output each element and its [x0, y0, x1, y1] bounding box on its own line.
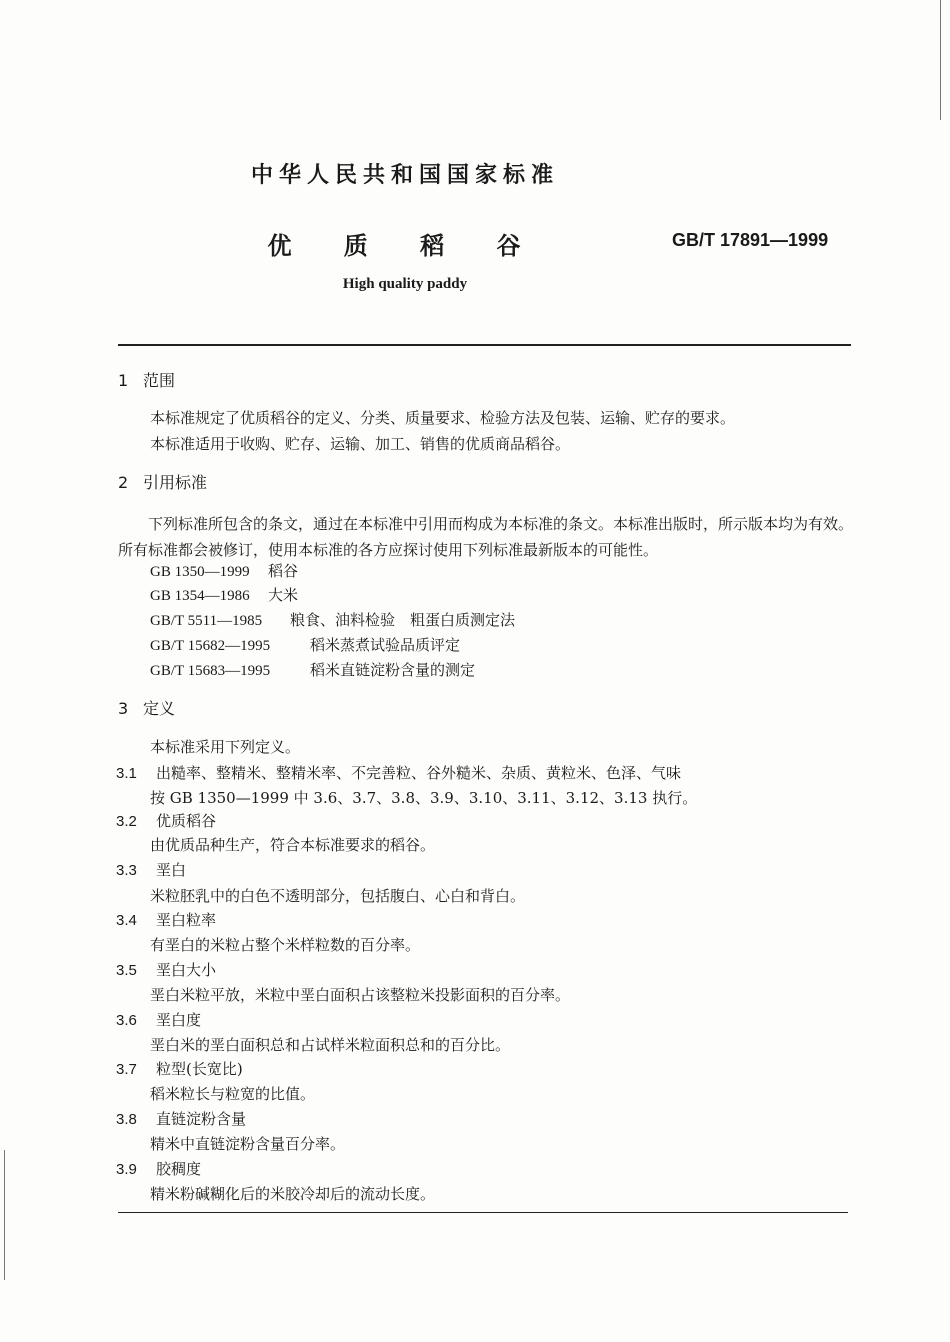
definition-description: 精米粉碱糊化后的米胶冷却后的流动长度。 — [150, 1185, 436, 1203]
scan-edge-line — [940, 0, 941, 120]
reference-item — [150, 609, 515, 630]
paragraph: 本标准适用于收购、贮存、运输、加工、销售的优质商品稻谷。 — [150, 435, 571, 453]
reference-item — [150, 634, 460, 655]
reference-name: 大米 — [268, 586, 299, 604]
section-title: 范围 — [143, 371, 176, 390]
scan-edge-line — [4, 1150, 5, 1280]
definition-term-text: 直链淀粉含量 — [156, 1110, 247, 1128]
definition-term — [116, 810, 216, 831]
definition-term — [116, 859, 186, 880]
reference-code: GB/T 5511—1985 — [150, 613, 263, 629]
definition-term-text: 粒型(长宽比) — [156, 1060, 243, 1078]
definition-term — [116, 1158, 201, 1179]
definition-term — [116, 1009, 201, 1030]
definition-term — [116, 959, 216, 980]
definition-number: 3.6 — [116, 1012, 137, 1029]
reference-item — [150, 560, 298, 581]
definition-description: 垩白米的垩白面积总和占试样米粒面积总和的百分比。 — [150, 1036, 511, 1054]
definition-number: 3.9 — [116, 1161, 137, 1178]
reference-name: 稻米直链淀粉含量的测定 — [310, 661, 476, 679]
definition-term — [116, 909, 216, 930]
section-heading — [118, 696, 175, 719]
definition-number: 3.5 — [116, 962, 137, 979]
definition-description: 稻米粒长与粒宽的比值。 — [150, 1085, 316, 1103]
definition-term-text: 出糙率、整精米、整精米率、不完善粒、谷外糙米、杂质、黄粒米、色泽、气味 — [156, 764, 682, 782]
reference-item — [150, 659, 475, 680]
definition-description: 有垩白的米粒占整个米样粒数的百分率。 — [150, 936, 421, 954]
definition-term-text: 垩白度 — [156, 1011, 202, 1029]
reference-name: 粮食、油料检验 粗蛋白质测定法 — [290, 611, 516, 629]
header-rule — [118, 344, 851, 346]
definition-term — [116, 1108, 246, 1129]
definition-term-text: 垩白粒率 — [156, 911, 217, 929]
paragraph: 本标准规定了优质稻谷的定义、分类、质量要求、检验方法及包装、运输、贮存的要求。 — [150, 409, 736, 427]
definition-number: 3.1 — [116, 765, 137, 782]
section-title: 定义 — [143, 699, 176, 718]
definition-term — [116, 1058, 243, 1079]
definition-description: 按 GB 1350—1999 中 3.6、3.7、3.8、3.9、3.10、3.11、3.12、3.13 执行。 — [150, 789, 698, 807]
definition-term-text: 优质稻谷 — [156, 812, 217, 830]
definition-term — [116, 762, 681, 783]
reference-item — [150, 584, 298, 605]
reference-code: GB 1354—1986 — [150, 588, 250, 604]
definition-number: 3.8 — [116, 1111, 137, 1128]
reference-code: GB/T 15683—1995 — [150, 663, 271, 679]
page-title: 优 质 稻 谷 — [267, 232, 543, 260]
definition-number: 3.7 — [116, 1061, 137, 1078]
paragraph: 下列标准所包含的条文，通过在本标准中引用而构成为本标准的条文。本标准出版时，所示版本均为有效。所有标准都会被修订，使用本标准的各方应探讨使用下列标准最新版本的可能性。 — [118, 515, 854, 559]
definition-number: 3.4 — [116, 912, 137, 929]
section-heading — [118, 470, 207, 493]
definition-description: 垩白米粒平放，米粒中垩白面积占该整粒米投影面积的百分率。 — [150, 986, 571, 1004]
footer-rule — [118, 1212, 848, 1213]
national-standard-heading: 中华人民共和国国家标准 — [250, 163, 559, 188]
section-heading — [118, 368, 175, 391]
definition-term-text: 垩白 — [156, 861, 187, 879]
reference-name: 稻米蒸煮试验品质评定 — [310, 636, 461, 654]
definition-number: 3.2 — [116, 813, 137, 830]
definition-number: 3.3 — [116, 862, 137, 879]
section-title: 引用标准 — [143, 473, 208, 492]
paragraph: 本标准采用下列定义。 — [150, 738, 301, 756]
standard-number: GB/T 17891—1999 — [672, 230, 829, 250]
reference-code: GB/T 15682—1995 — [150, 638, 271, 654]
reference-code: GB 1350—1999 — [150, 564, 250, 580]
section-number: 3 — [118, 699, 129, 718]
section-number: 2 — [118, 473, 129, 492]
definition-description: 米粒胚乳中的白色不透明部分，包括腹白、心白和背白。 — [150, 887, 526, 905]
definition-description: 精米中直链淀粉含量百分率。 — [150, 1135, 346, 1153]
definition-term-text: 胶稠度 — [156, 1160, 202, 1178]
definition-term-text: 垩白大小 — [156, 961, 217, 979]
english-title: High quality paddy — [342, 276, 468, 292]
section-number: 1 — [118, 371, 129, 390]
definition-description: 由优质品种生产，符合本标准要求的稻谷。 — [150, 836, 436, 854]
reference-name: 稻谷 — [268, 562, 299, 580]
